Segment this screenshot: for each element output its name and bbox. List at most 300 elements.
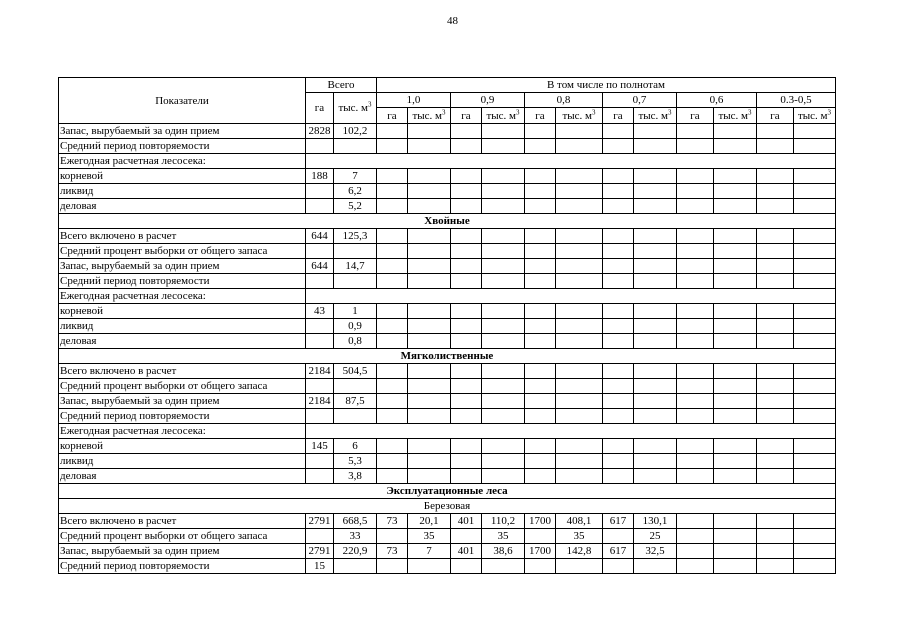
value-cell: 87,5 (334, 394, 377, 409)
value-cell (714, 544, 757, 559)
value-cell (334, 274, 377, 289)
value-cell (603, 184, 634, 199)
value-cell (757, 454, 794, 469)
value-cell: 5,3 (334, 454, 377, 469)
volume-header: тыс. $м^3$ (794, 108, 836, 124)
row-label: Средний период повторяемости (59, 409, 306, 424)
value-cell (408, 439, 451, 454)
value-cell (306, 244, 334, 259)
value-cell (451, 409, 482, 424)
table-row (59, 394, 836, 409)
value-cell (482, 559, 525, 574)
value-cell (377, 184, 408, 199)
value-cell: 43 (306, 304, 334, 319)
value-cell: 7 (408, 544, 451, 559)
value-cell (525, 559, 556, 574)
value-cell (603, 274, 634, 289)
value-cell (757, 259, 794, 274)
value-cell (556, 244, 603, 259)
value-cell (556, 139, 603, 154)
table-row (59, 439, 836, 454)
value-cell (556, 379, 603, 394)
value-cell (377, 139, 408, 154)
value-cell (714, 364, 757, 379)
value-cell (377, 124, 408, 139)
value-cell (757, 394, 794, 409)
value-cell (714, 124, 757, 139)
value-cell: 220,9 (334, 544, 377, 559)
volume-header: тыс. $м^3$ (556, 108, 603, 124)
row-label: Запас, вырубаемый за один прием (59, 259, 306, 274)
table-row (59, 559, 836, 574)
value-cell (482, 244, 525, 259)
value-cell: 6 (334, 439, 377, 454)
value-cell (451, 394, 482, 409)
value-cell (603, 259, 634, 274)
value-cell (306, 184, 334, 199)
row-label: Средний период повторяемости (59, 274, 306, 289)
value-cell (306, 199, 334, 214)
value-cell (377, 469, 408, 484)
value-cell (306, 379, 334, 394)
value-cell (556, 229, 603, 244)
value-cell (451, 184, 482, 199)
table-row (59, 289, 836, 304)
value-cell (603, 439, 634, 454)
total-header: Всего (306, 78, 377, 93)
value-cell (714, 169, 757, 184)
value-cell (757, 274, 794, 289)
value-cell (634, 199, 677, 214)
value-cell (556, 169, 603, 184)
value-cell (525, 124, 556, 139)
table-row (59, 229, 836, 244)
value-cell (794, 379, 836, 394)
table-row (59, 469, 836, 484)
value-cell (603, 199, 634, 214)
row-label: Всего включено в расчет (59, 229, 306, 244)
value-cell (334, 244, 377, 259)
value-cell: 1700 (525, 514, 556, 529)
value-cell (556, 394, 603, 409)
value-cell (603, 364, 634, 379)
value-cell (377, 199, 408, 214)
value-cell (525, 364, 556, 379)
value-cell (408, 559, 451, 574)
value-cell: 33 (334, 529, 377, 544)
value-cell (451, 319, 482, 334)
value-cell (677, 139, 714, 154)
value-cell (794, 334, 836, 349)
value-cell (482, 319, 525, 334)
value-cell: 2184 (306, 364, 334, 379)
value-cell (794, 184, 836, 199)
value-cell (556, 334, 603, 349)
row-label: Ежегодная расчетная лесосека: (59, 289, 306, 304)
value-cell (634, 469, 677, 484)
volume-header: тыс. $м^3$ (408, 108, 451, 124)
value-cell (525, 304, 556, 319)
ha-header: га (377, 108, 408, 124)
row-label: корневой (59, 169, 306, 184)
value-cell (677, 304, 714, 319)
row-label: Запас, вырубаемый за один прием (59, 124, 306, 139)
table-row (59, 529, 836, 544)
density-header: 0,6 (677, 93, 757, 108)
volume-header: тыс. $м^3$ (634, 108, 677, 124)
value-cell (525, 394, 556, 409)
value-cell (677, 244, 714, 259)
value-cell (603, 559, 634, 574)
value-cell (757, 529, 794, 544)
value-cell (482, 139, 525, 154)
value-cell (525, 244, 556, 259)
value-cell (757, 229, 794, 244)
density-header: 0,7 (603, 93, 677, 108)
value-cell (451, 469, 482, 484)
value-cell (482, 199, 525, 214)
value-cell (525, 529, 556, 544)
row-label: Запас, вырубаемый за один прием (59, 544, 306, 559)
table-row (59, 274, 836, 289)
value-cell (603, 139, 634, 154)
value-cell (556, 274, 603, 289)
section-heading: Эксплуатационные леса (59, 484, 836, 499)
value-cell (377, 319, 408, 334)
value-cell: 145 (306, 439, 334, 454)
value-cell (334, 409, 377, 424)
value-cell (306, 334, 334, 349)
value-cell (408, 394, 451, 409)
ha-header: га (603, 108, 634, 124)
empty-span-cell (306, 154, 836, 169)
density-header: 0,9 (451, 93, 525, 108)
value-cell (451, 124, 482, 139)
value-cell (794, 469, 836, 484)
value-cell (794, 409, 836, 424)
value-cell (451, 364, 482, 379)
row-label: Запас, вырубаемый за один прием (59, 394, 306, 409)
density-header: 1,0 (377, 93, 451, 108)
value-cell (525, 184, 556, 199)
value-cell (556, 439, 603, 454)
value-cell: 2791 (306, 514, 334, 529)
value-cell (603, 304, 634, 319)
value-cell (603, 169, 634, 184)
value-cell: 6,2 (334, 184, 377, 199)
value-cell (377, 439, 408, 454)
value-cell (603, 124, 634, 139)
value-cell: 2184 (306, 394, 334, 409)
ha-header: га (525, 108, 556, 124)
value-cell (757, 124, 794, 139)
value-cell: 7 (334, 169, 377, 184)
value-cell (634, 304, 677, 319)
value-cell (451, 304, 482, 319)
value-cell (525, 334, 556, 349)
value-cell (794, 544, 836, 559)
header-row-1 (59, 78, 836, 93)
value-cell (334, 139, 377, 154)
table-row (59, 244, 836, 259)
table-row (59, 349, 836, 364)
value-cell: 102,2 (334, 124, 377, 139)
value-cell (677, 124, 714, 139)
value-cell (757, 244, 794, 259)
value-cell (603, 454, 634, 469)
table-row (59, 514, 836, 529)
value-cell (757, 319, 794, 334)
value-cell (482, 259, 525, 274)
value-cell (408, 469, 451, 484)
value-cell (451, 244, 482, 259)
value-cell (451, 229, 482, 244)
table-row (59, 409, 836, 424)
value-cell (677, 364, 714, 379)
value-cell (677, 439, 714, 454)
value-cell: 401 (451, 514, 482, 529)
value-cell (556, 304, 603, 319)
value-cell (677, 199, 714, 214)
row-label: Всего включено в расчет (59, 514, 306, 529)
value-cell (377, 169, 408, 184)
value-cell: 14,7 (334, 259, 377, 274)
row-label: Средний процент выборки от общего запаса (59, 529, 306, 544)
row-label: деловая (59, 334, 306, 349)
value-cell (603, 334, 634, 349)
value-cell (334, 379, 377, 394)
table-row (59, 319, 836, 334)
value-cell (714, 274, 757, 289)
value-cell (482, 379, 525, 394)
value-cell: 0,8 (334, 334, 377, 349)
table-row (59, 259, 836, 274)
value-cell (603, 529, 634, 544)
value-cell (556, 259, 603, 274)
row-label: деловая (59, 469, 306, 484)
value-cell (677, 544, 714, 559)
value-cell: 73 (377, 514, 408, 529)
table-row (59, 424, 836, 439)
value-cell (408, 319, 451, 334)
value-cell (714, 259, 757, 274)
value-cell (482, 454, 525, 469)
value-cell (525, 274, 556, 289)
value-cell: 401 (451, 544, 482, 559)
value-cell (556, 364, 603, 379)
value-cell (451, 529, 482, 544)
value-cell (482, 274, 525, 289)
table-row (59, 214, 836, 229)
row-label: ликвид (59, 319, 306, 334)
value-cell (603, 409, 634, 424)
value-cell: 38,6 (482, 544, 525, 559)
table-body (59, 124, 836, 574)
ha-header: га (451, 108, 482, 124)
value-cell: 32,5 (634, 544, 677, 559)
subsection-heading: Березовая (59, 499, 836, 514)
value-cell: 25 (634, 529, 677, 544)
value-cell (794, 274, 836, 289)
value-cell (525, 259, 556, 274)
empty-span-cell (306, 289, 836, 304)
section-heading: Хвойные (59, 214, 836, 229)
value-cell (757, 514, 794, 529)
value-cell (757, 184, 794, 199)
value-cell (451, 559, 482, 574)
value-cell (634, 454, 677, 469)
value-cell (677, 409, 714, 424)
value-cell (306, 139, 334, 154)
value-cell (677, 169, 714, 184)
density-header: 0.3-0,5 (757, 93, 836, 108)
value-cell (757, 364, 794, 379)
value-cell (482, 394, 525, 409)
value-cell (408, 124, 451, 139)
value-cell: 617 (603, 514, 634, 529)
value-cell (794, 559, 836, 574)
value-cell (377, 229, 408, 244)
table-row (59, 484, 836, 499)
table-row (59, 139, 836, 154)
value-cell (714, 529, 757, 544)
value-cell (451, 259, 482, 274)
value-cell (525, 319, 556, 334)
volume-header: тыс. $м^3$ (482, 108, 525, 124)
row-label: ликвид (59, 454, 306, 469)
total-volume-header: тыс. $м^3$ (334, 93, 377, 124)
table-row (59, 379, 836, 394)
value-cell (634, 124, 677, 139)
row-label: Средний период повторяемости (59, 559, 306, 574)
value-cell (634, 409, 677, 424)
row-label: ликвид (59, 184, 306, 199)
value-cell (525, 169, 556, 184)
value-cell: 130,1 (634, 514, 677, 529)
value-cell (525, 469, 556, 484)
value-cell (603, 469, 634, 484)
value-cell (714, 139, 757, 154)
value-cell (677, 454, 714, 469)
value-cell (377, 304, 408, 319)
value-cell (377, 379, 408, 394)
value-cell (634, 244, 677, 259)
table-row (59, 544, 836, 559)
value-cell (714, 409, 757, 424)
value-cell (677, 319, 714, 334)
value-cell (482, 439, 525, 454)
value-cell (794, 304, 836, 319)
value-cell: 2828 (306, 124, 334, 139)
value-cell (451, 199, 482, 214)
value-cell (714, 394, 757, 409)
value-cell (408, 274, 451, 289)
value-cell (714, 334, 757, 349)
value-cell (714, 379, 757, 394)
value-cell (482, 364, 525, 379)
value-cell (408, 184, 451, 199)
value-cell (757, 469, 794, 484)
value-cell (634, 229, 677, 244)
value-cell (556, 454, 603, 469)
value-cell (556, 124, 603, 139)
value-cell (634, 274, 677, 289)
value-cell (482, 304, 525, 319)
value-cell (377, 394, 408, 409)
value-cell: 35 (556, 529, 603, 544)
row-label: Средний процент выборки от общего запаса (59, 244, 306, 259)
row-label: деловая (59, 199, 306, 214)
value-cell (757, 139, 794, 154)
value-cell (794, 244, 836, 259)
value-cell (525, 454, 556, 469)
value-cell (677, 274, 714, 289)
value-cell (634, 319, 677, 334)
forest-harvest-table (58, 77, 836, 574)
value-cell (451, 334, 482, 349)
value-cell (794, 439, 836, 454)
value-cell: 1700 (525, 544, 556, 559)
value-cell (525, 409, 556, 424)
value-cell (757, 439, 794, 454)
value-cell (634, 259, 677, 274)
value-cell: 142,8 (556, 544, 603, 559)
value-cell (482, 124, 525, 139)
value-cell (306, 454, 334, 469)
value-cell (603, 394, 634, 409)
value-cell: 644 (306, 229, 334, 244)
value-cell (451, 274, 482, 289)
row-label: Ежегодная расчетная лесосека: (59, 424, 306, 439)
table-row (59, 334, 836, 349)
value-cell: 15 (306, 559, 334, 574)
value-cell (634, 139, 677, 154)
value-cell (408, 364, 451, 379)
value-cell: 110,2 (482, 514, 525, 529)
value-cell (377, 409, 408, 424)
value-cell (482, 229, 525, 244)
value-cell (306, 409, 334, 424)
value-cell (794, 319, 836, 334)
value-cell (714, 439, 757, 454)
table-row (59, 304, 836, 319)
value-cell (677, 514, 714, 529)
value-cell (525, 439, 556, 454)
value-cell (757, 304, 794, 319)
value-cell (757, 199, 794, 214)
value-cell (714, 454, 757, 469)
value-cell (757, 334, 794, 349)
value-cell (634, 364, 677, 379)
value-cell (408, 379, 451, 394)
density-header: 0,8 (525, 93, 603, 108)
value-cell (306, 529, 334, 544)
value-cell (677, 334, 714, 349)
value-cell (408, 454, 451, 469)
row-label: Всего включено в расчет (59, 364, 306, 379)
value-cell (794, 139, 836, 154)
value-cell (377, 274, 408, 289)
value-cell (556, 319, 603, 334)
value-cell (408, 139, 451, 154)
value-cell (714, 559, 757, 574)
total-ha-header: га (306, 93, 334, 124)
section-heading: Мягколиственные (59, 349, 836, 364)
value-cell (556, 409, 603, 424)
value-cell (306, 469, 334, 484)
value-cell (408, 334, 451, 349)
value-cell (634, 169, 677, 184)
